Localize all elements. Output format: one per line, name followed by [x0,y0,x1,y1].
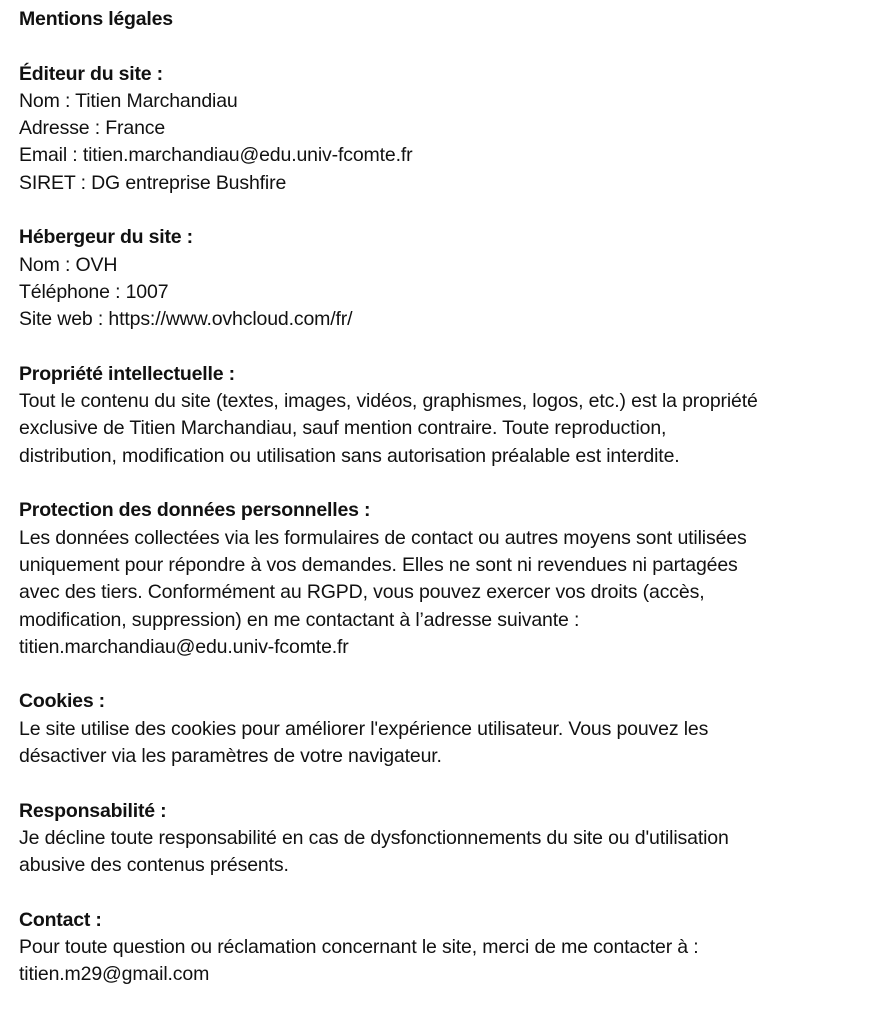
hebergeur-nom: Nom : OVH [19,253,118,276]
section-heading-hebergeur: Hébergeur du site : [19,226,193,249]
hebergeur-site-link[interactable]: https://www.ovhcloud.com/fr/ [108,308,353,331]
responsabilite-text-line: Je décline toute responsabilité en cas de dysfonctionnements du site ou d'utilisation [19,826,729,849]
section-hebergeur [19,224,869,333]
editeur-adresse: Adresse : France [19,117,166,140]
propriete-text-line: exclusive de Titien Marchandiau, sauf mention contraire. Toute reproduction, [19,417,667,440]
contact-email-line [19,961,869,988]
section-cookies [19,688,869,770]
section-heading-responsabilite: Responsabilité : [19,799,167,822]
cookies-text-line: désactiver via les paramètres de votre navigateur. [19,745,442,768]
section-heading-contact: Contact : [19,908,102,931]
protection-text-line: Les données collectées via les formulaires de contact ou autres moyens sont utilisées [19,526,747,549]
editeur-email-label: Email : [19,144,83,167]
hebergeur-site-line [19,306,869,333]
section-contact [19,907,869,989]
section-responsabilite [19,798,869,880]
propriete-text-line: Tout le contenu du site (textes, images, vidéos, graphismes, logos, etc.) est la propriété [19,390,758,413]
editeur-nom: Nom : Titien Marchandiau [19,89,238,112]
section-propriete [19,361,869,470]
section-heading-editeur: Éditeur du site : [19,62,163,85]
section-heading-cookies: Cookies : [19,690,105,713]
legal-notice-document [19,6,869,1016]
contact-email-link[interactable]: titien.m29@gmail.com [19,963,210,986]
hebergeur-telephone: Téléphone : 1007 [19,280,169,303]
editeur-email-line [19,142,869,169]
editeur-siret: SIRET : DG entreprise Bushfire [19,171,287,194]
section-protection [19,497,869,661]
contact-text-line: Pour toute question ou réclamation concernant le site, merci de me contacter à : [19,936,699,959]
hebergeur-site-label: Site web : [19,308,109,331]
editeur-email-link[interactable]: titien.marchandiau@edu.univ-fcomte.fr [82,144,413,167]
cookies-text-line: Le site utilise des cookies pour améliorer l'expérience utilisateur. Vous pouvez les [19,717,709,740]
section-editeur [19,61,869,197]
section-heading-propriete: Propriété intellectuelle : [19,362,235,385]
section-heading-protection: Protection des données personnelles : [19,499,371,522]
protection-email-line [19,634,869,661]
protection-text-line: uniquement pour répondre à vos demandes. Elles ne sont ni revendues ni partagées [19,553,738,576]
protection-email-link[interactable]: titien.marchandiau@edu.univ-fcomte.fr [19,635,349,658]
page-title: Mentions légales [19,8,173,30]
protection-text-line: avec des tiers. Conformément au RGPD, vous pouvez exercer vos droits (accès, [19,581,705,604]
propriete-text-line: distribution, modification ou utilisation sans autorisation préalable est interdite. [19,444,680,467]
protection-text-line: modification, suppression) en me contactant à l’adresse suivante : [19,608,580,631]
responsabilite-text-line: abusive des contenus présents. [19,854,289,877]
